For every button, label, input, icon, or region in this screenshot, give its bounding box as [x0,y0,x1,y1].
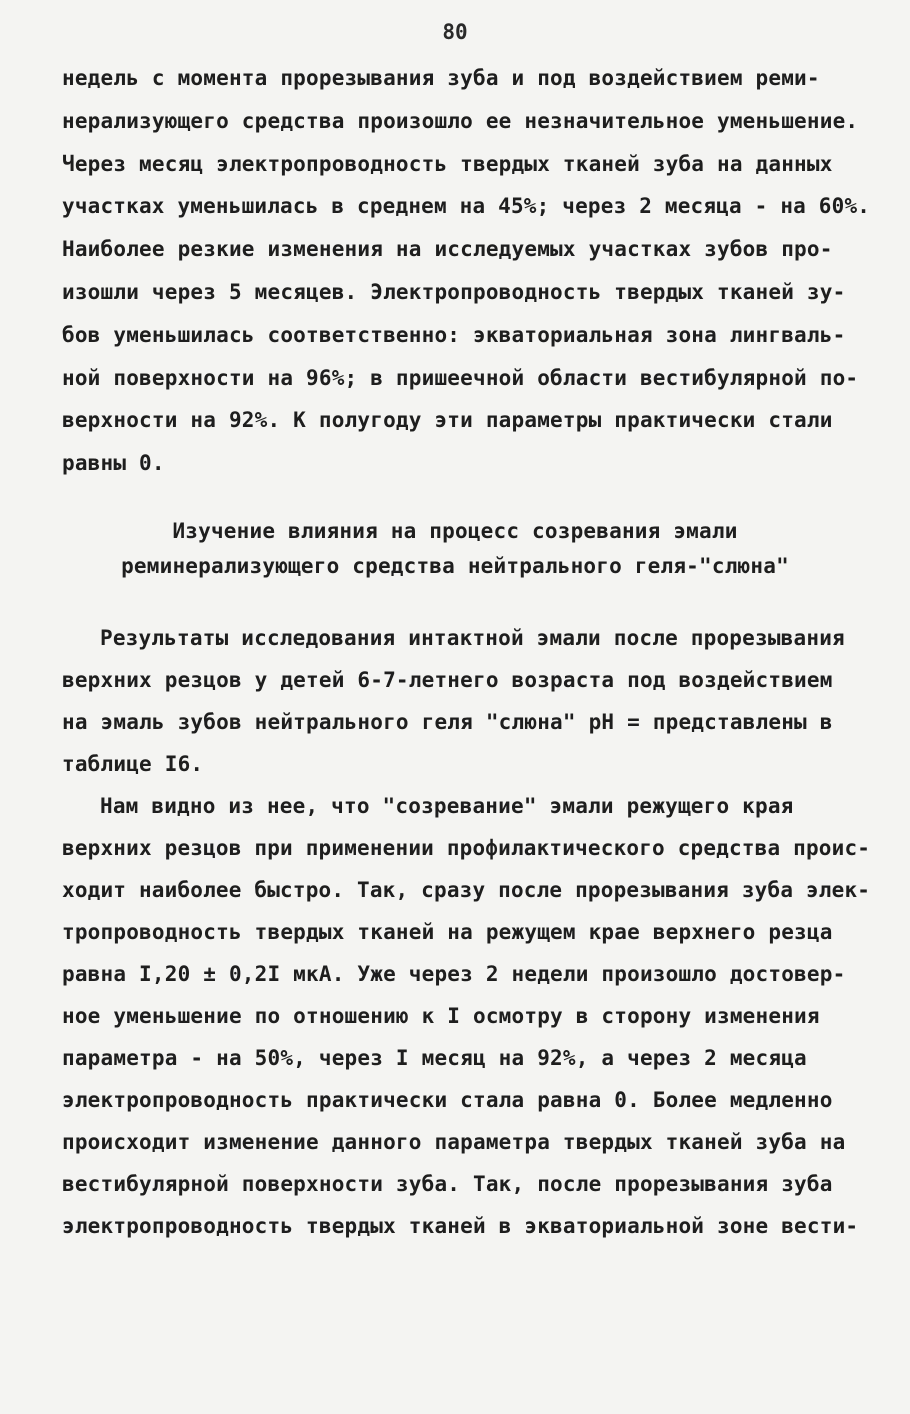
text-line: изошли через 5 месяцев. Электропроводность твердых тканей зу- [62,280,846,304]
text-line: Результаты исследования интактной эмали после прорезывания [100,626,845,650]
text-line: ной поверхности на 96%; в пришеечной области вестибулярной по- [62,366,859,390]
text-line: верхних резцов у детей 6-7-летнего возраста под воздействием [62,668,833,692]
text-line: ное уменьшение по отношению к I осмотру в сторону изменения [62,1004,820,1028]
text-line: верхности на 92%. К полугоду эти параметры практически стали [62,408,833,432]
text-line: равны 0. [62,451,165,475]
text-line: нерализующего средства произошло ее незначительное уменьшение. [62,109,859,133]
text-line: верхних резцов при применении профилактического средства проис- [62,836,871,860]
text-line: на эмаль зубов нейтрального геля "слюна" pH = представлены в [62,710,833,734]
text-line: Нам видно из нее, что "созревание" эмали режущего края [100,794,794,818]
text-line: таблице I6. [62,752,204,776]
text-line: Через месяц электропроводность твердых тканей зуба на данных [62,152,833,176]
text-line: участках уменьшилась в среднем на 45%; через 2 месяца - на 60%. [62,194,871,218]
section-heading-line: реминерализующего средства нейтрального геля-"слюна" [121,554,789,578]
text-line: параметра - на 50%, через I месяц на 92%, а через 2 месяца [62,1046,807,1070]
page-number: 80 [442,20,468,44]
text-line: тропроводность твердых тканей на режущем крае верхнего резца [62,920,833,944]
text-line: происходит изменение данного параметра твердых тканей зуба на [62,1130,846,1154]
text-line: недель с момента прорезывания зуба и под воздействием реми- [62,66,820,90]
text-line: электропроводность практически стала равна 0. Более медленно [62,1088,833,1112]
text-line: электропроводность твердых тканей в экваториальной зоне вести- [62,1214,859,1238]
text-line: ходит наиболее быстро. Так, сразу после прорезывания зуба элек- [62,878,871,902]
text-line: вестибулярной поверхности зуба. Так, после прорезывания зуба [62,1172,833,1196]
section-heading-line: Изучение влияния на процесс созревания эмали [172,519,738,543]
text-line: Наиболее резкие изменения на исследуемых участках зубов про- [62,237,833,261]
text-line: равна I,20 ± 0,2I мкА. Уже через 2 недели произошло достовер- [62,962,846,986]
text-line: бов уменьшилась соответственно: экваториальная зона лингваль- [62,323,846,347]
